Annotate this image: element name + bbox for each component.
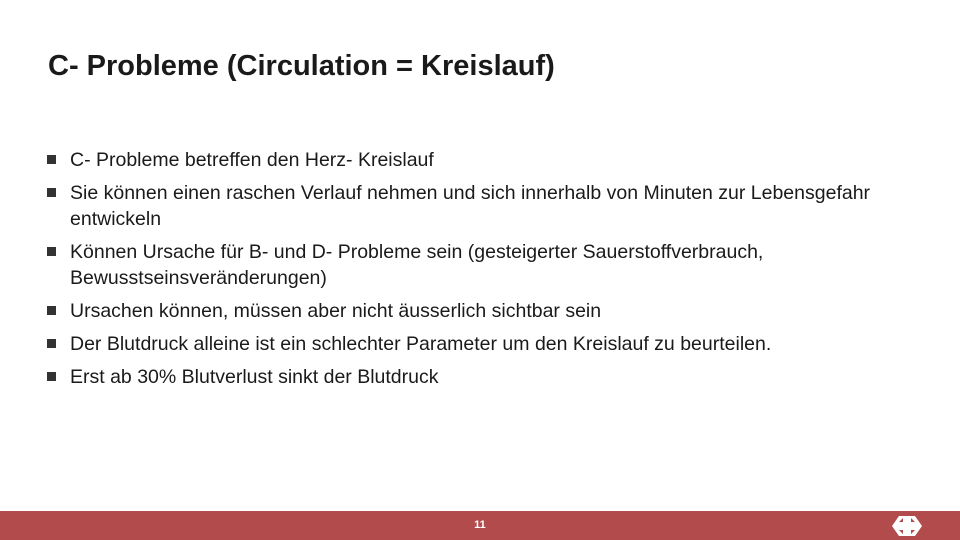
footer-bar — [0, 511, 960, 540]
square-bullet-icon — [47, 339, 56, 348]
square-bullet-icon — [47, 306, 56, 315]
square-bullet-icon — [47, 372, 56, 381]
bullet-item — [47, 239, 917, 291]
bullet-item — [47, 331, 917, 357]
slide-title: C- Probleme (Circulation = Kreislauf) — [48, 50, 555, 82]
bullet-text: Der Blutdruck alleine ist ein schlechter Parameter um den Kreislauf zu beurteilen. — [70, 333, 772, 355]
square-bullet-icon — [47, 155, 56, 164]
bullet-list — [47, 147, 917, 397]
bullet-text: Können Ursache für B- und D- Probleme sein (gesteigerter Sauerstoffverbrauch, Bewusstseinsveränderungen) — [70, 241, 764, 289]
bullet-text: Sie können einen raschen Verlauf nehmen und sich innerhalb von Minuten zur Lebensgefahr entwickeln — [70, 182, 871, 230]
bullet-item — [47, 298, 917, 324]
square-bullet-icon — [47, 247, 56, 256]
sbb-logo-icon — [892, 516, 922, 536]
bullet-text: C- Probleme betreffen den Herz- Kreislauf — [70, 149, 434, 171]
square-bullet-icon — [47, 188, 56, 197]
bullet-item — [47, 364, 917, 390]
bullet-item — [47, 180, 917, 232]
bullet-text: Ursachen können, müssen aber nicht äusserlich sichtbar sein — [70, 300, 602, 322]
page-number: 11 — [474, 519, 486, 531]
bullet-item — [47, 147, 917, 173]
bullet-text: Erst ab 30% Blutverlust sinkt der Blutdruck — [70, 366, 439, 388]
